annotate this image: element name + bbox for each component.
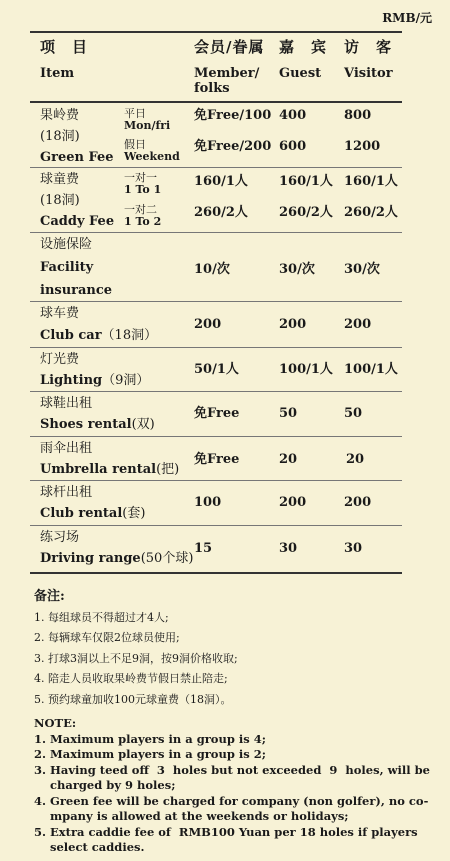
club-car-cn: 球车费 [40,306,80,321]
notes-cn [34,587,238,710]
note-en-item: mpany is allowed at the weekends or holidays; [34,809,349,823]
notes-en-title: NOTE: [34,716,77,730]
caddy-fee-holes: (18洞) [40,193,80,208]
note-en-item: 5. Extra caddie fee of RMB100 Yuan per 18 holes if players [34,824,418,839]
note-en-item: 2. Maximum players in a group is 2; [34,747,266,761]
green-fee-holes: (18洞) [40,129,80,144]
note-cn-item: 4. 陪走人员收取果岭费节假日禁止陪走; [34,672,228,685]
row-divider [30,301,402,302]
club-car-member: 200 [194,317,222,332]
caddy-guest-1to1: 160/1人 [279,174,333,189]
facility-member: 10/次 [194,262,230,277]
bottom-rule [30,572,402,574]
caddy-one-to-two-en: 1 To 2 [124,215,162,228]
club-rental-en: Club rental [40,506,123,521]
shoes-en-line [40,417,155,433]
shoes-member: 免Free [194,406,240,421]
green-fee-weekend-cn: 假日 [124,138,146,151]
umbrella-unit: (把) [156,462,180,477]
umbrella-member: 免Free [194,452,240,467]
umbrella-en-line [40,462,179,478]
header-member-cn: 会员/眷属 [194,38,265,56]
note-en-item: charged by 9 holes; [34,778,176,792]
note-cn-item: 2. 每辆球车仅限2位球员使用; [34,631,180,644]
green-fee-visitor-weekday: 800 [344,108,372,123]
facility-en-1: Facility [40,260,94,275]
club-rental-en-line [40,506,145,522]
header-member-en [194,66,259,96]
note-en-item: 4. Green fee will be charged for company (non golfer), no co- [34,793,429,808]
note-en-item: 3. Having teed off 3 holes but not exceeded 9 holes, will be [34,762,430,777]
row-divider [30,525,402,526]
caddy-fee-cn: 球童费 [40,172,80,187]
caddy-visitor-1to1: 160/1人 [344,174,398,189]
umbrella-visitor: 20 [346,452,365,467]
caddy-visitor-1to2: 260/2人 [344,205,398,220]
caddy-member-1to2: 260/2人 [194,205,248,220]
green-fee-member-weekend: 免Free/200 [194,139,272,154]
green-fee-en: Green Fee [40,150,114,165]
facility-en-2: insurance [40,283,113,298]
driving-visitor: 30 [344,541,363,556]
umbrella-en: Umbrella rental [40,462,157,477]
driving-en: Driving range [40,551,141,566]
note-cn-item: 5. 预约球童加收100元球童费（18洞）。 [34,692,232,706]
driving-cn: 练习场 [40,530,80,545]
driving-member: 15 [194,541,213,556]
currency-unit: RMB/元 [382,11,432,25]
facility-cn: 设施保险 [40,237,93,252]
header-guest-cn: 嘉 宾 [279,38,328,56]
note-cn-item: 1. 每组球员不得超过才4人; [34,610,169,624]
club-rental-unit: (套) [122,506,146,521]
row-divider [30,232,402,233]
note-cn-item: 3. 打球3洞以上不足9洞，按9洞价格收取; [34,651,238,665]
club-rental-member: 100 [194,495,222,510]
header-guest-en: Guest [279,66,322,81]
driving-guest: 30 [279,541,298,556]
caddy-member-1to1: 160/1人 [194,174,248,189]
lighting-member: 50/1人 [194,362,239,377]
club-car-en-line [40,328,157,344]
top-rule [30,31,402,33]
table-header [0,34,450,100]
green-fee-visitor-weekend: 1200 [344,139,381,154]
header-visitor-cn: 访 客 [344,38,393,56]
shoes-unit: (双) [131,417,155,432]
club-rental-guest: 200 [279,495,307,510]
lighting-en-line [40,373,149,389]
green-fee-member-weekday: 免Free/100 [194,108,272,123]
green-fee-guest-weekend: 600 [279,139,307,154]
header-item-en: Item [40,66,75,81]
header-member-en-line2: folks [194,81,230,96]
umbrella-cn: 雨伞出租 [40,441,93,456]
row-divider [30,436,402,437]
note-en-item: 1. Maximum players in a group is 4; [34,731,266,746]
shoes-guest: 50 [279,406,298,421]
lighting-en: Lighting [40,373,103,388]
green-fee-weekday-en: Mon/fri [124,119,171,132]
header-rule [30,101,402,103]
green-fee-guest-weekday: 400 [279,108,307,123]
row-divider [30,480,402,481]
header-member-en-line1: Member/ [194,66,260,81]
club-car-en: Club car [40,328,102,343]
notes-en [34,716,430,856]
club-rental-visitor: 200 [344,495,372,510]
caddy-fee-en: Caddy Fee [40,214,115,229]
shoes-visitor: 50 [344,406,363,421]
caddy-one-to-one-cn: 一对一 [124,171,157,184]
lighting-holes: （9洞） [102,373,150,388]
green-fee-weekend-en: Weekend [124,150,180,163]
caddy-one-to-one-en: 1 To 1 [124,183,162,196]
notes-cn-title: 备注: [34,589,65,604]
lighting-guest: 100/1人 [279,362,333,377]
header-item-cn: 项 目 [40,38,89,56]
caddy-one-to-two-cn: 一对二 [124,203,157,216]
facility-guest: 30/次 [279,262,315,277]
shoes-en: Shoes rental [40,417,132,432]
lighting-visitor: 100/1人 [344,362,398,377]
lighting-cn: 灯光费 [40,352,80,367]
row-divider [30,391,402,392]
driving-balls: (50个球) [140,551,194,566]
row-divider [30,347,402,348]
header-visitor-en: Visitor [344,66,393,81]
driving-en-line [40,551,193,567]
note-en-item: select caddies. [34,840,145,854]
facility-visitor: 30/次 [344,262,380,277]
green-fee-cn: 果岭费 [40,108,80,123]
row-divider [30,167,402,168]
green-fee-weekday-cn: 平日 [124,107,146,120]
umbrella-guest: 20 [279,452,298,467]
caddy-guest-1to2: 260/2人 [279,205,333,220]
club-car-guest: 200 [279,317,307,332]
club-rental-cn: 球杆出租 [40,485,93,500]
shoes-cn: 球鞋出租 [40,396,93,411]
club-car-visitor: 200 [344,317,372,332]
club-car-holes: （18洞） [101,328,158,343]
